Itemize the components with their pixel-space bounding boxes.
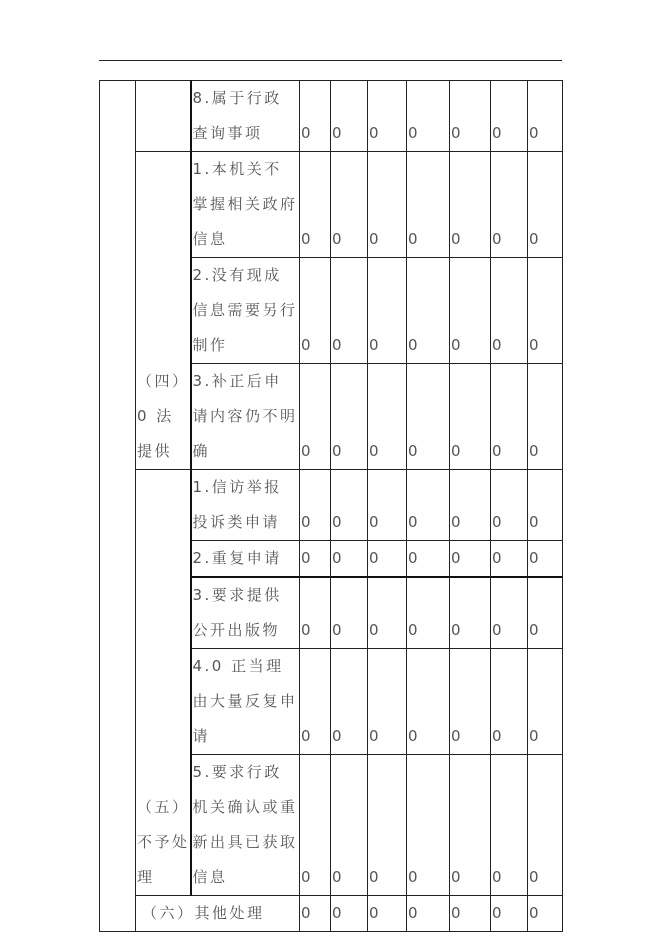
value-cell: 0 bbox=[300, 470, 331, 541]
value-cell: 0 bbox=[300, 541, 331, 578]
value-cell: 0 bbox=[368, 577, 407, 649]
value-cell: 0 bbox=[331, 541, 368, 578]
value-cell: 0 bbox=[528, 81, 563, 152]
value-cell: 0 bbox=[528, 896, 563, 932]
value-cell: 0 bbox=[368, 755, 407, 896]
value-cell: 0 bbox=[368, 649, 407, 755]
value-cell: 0 bbox=[491, 649, 528, 755]
value-cell: 0 bbox=[450, 649, 491, 755]
row-label: 1.本机关不掌握相关政府信息 bbox=[191, 152, 300, 258]
value-cell: 0 bbox=[528, 649, 563, 755]
value-cell: 0 bbox=[300, 755, 331, 896]
value-cell: 0 bbox=[407, 258, 450, 364]
row-label: 3.要求提供公开出版物 bbox=[191, 577, 300, 649]
value-cell: 0 bbox=[407, 81, 450, 152]
value-cell: 0 bbox=[528, 541, 563, 578]
value-cell: 0 bbox=[368, 258, 407, 364]
value-cell: 0 bbox=[450, 470, 491, 541]
value-cell: 0 bbox=[300, 258, 331, 364]
value-cell: 0 bbox=[528, 755, 563, 896]
row-label: 5.要求行政机关确认或重新出具已获取信息 bbox=[191, 755, 300, 896]
value-cell: 0 bbox=[407, 577, 450, 649]
value-cell: 0 bbox=[450, 577, 491, 649]
value-cell: 0 bbox=[300, 896, 331, 932]
value-cell: 0 bbox=[407, 755, 450, 896]
value-cell: 0 bbox=[450, 81, 491, 152]
value-cell: 0 bbox=[300, 152, 331, 258]
table-row bbox=[100, 152, 563, 258]
value-cell: 0 bbox=[491, 577, 528, 649]
value-cell: 0 bbox=[331, 81, 368, 152]
value-cell: 0 bbox=[300, 649, 331, 755]
value-cell: 0 bbox=[528, 364, 563, 470]
value-cell: 0 bbox=[331, 755, 368, 896]
row-label: 8.属于行政查询事项 bbox=[191, 81, 300, 152]
value-cell: 0 bbox=[450, 258, 491, 364]
row-label: 1.信访举报投诉类申请 bbox=[191, 470, 300, 541]
value-cell: 0 bbox=[368, 81, 407, 152]
value-cell: 0 bbox=[331, 258, 368, 364]
group-cell: （五）不予处理 bbox=[136, 470, 191, 896]
table-row bbox=[100, 81, 563, 152]
value-cell: 0 bbox=[300, 577, 331, 649]
value-cell: 0 bbox=[331, 649, 368, 755]
value-cell: 0 bbox=[368, 364, 407, 470]
value-cell: 0 bbox=[368, 896, 407, 932]
row-label: 2.没有现成信息需要另行制作 bbox=[191, 258, 300, 364]
value-cell: 0 bbox=[491, 896, 528, 932]
group-cell: （四）0 法提供 bbox=[136, 152, 191, 470]
value-cell: 0 bbox=[491, 258, 528, 364]
value-cell: 0 bbox=[331, 152, 368, 258]
value-cell: 0 bbox=[407, 470, 450, 541]
value-cell: 0 bbox=[528, 152, 563, 258]
group-cell: （六）其他处理 bbox=[136, 896, 300, 932]
value-cell: 0 bbox=[450, 755, 491, 896]
value-cell: 0 bbox=[528, 258, 563, 364]
blank-cell bbox=[100, 81, 136, 932]
group-cell bbox=[136, 81, 191, 152]
value-cell: 0 bbox=[450, 364, 491, 470]
header-rule bbox=[99, 60, 562, 61]
value-cell: 0 bbox=[407, 541, 450, 578]
row-label: 2.重复申请 bbox=[191, 541, 300, 578]
data-table bbox=[99, 80, 563, 932]
value-cell: 0 bbox=[491, 541, 528, 578]
value-cell: 0 bbox=[331, 470, 368, 541]
row-label: 3.补正后申请内容仍不明确 bbox=[191, 364, 300, 470]
value-cell: 0 bbox=[331, 364, 368, 470]
table-row bbox=[100, 896, 563, 932]
value-cell: 0 bbox=[491, 470, 528, 541]
value-cell: 0 bbox=[368, 541, 407, 578]
value-cell: 0 bbox=[450, 152, 491, 258]
value-cell: 0 bbox=[450, 541, 491, 578]
value-cell: 0 bbox=[407, 896, 450, 932]
value-cell: 0 bbox=[407, 649, 450, 755]
value-cell: 0 bbox=[450, 896, 491, 932]
row-label: 4.0 正当理由大量反复申请 bbox=[191, 649, 300, 755]
value-cell: 0 bbox=[491, 81, 528, 152]
value-cell: 0 bbox=[491, 755, 528, 896]
value-cell: 0 bbox=[407, 364, 450, 470]
value-cell: 0 bbox=[407, 152, 450, 258]
value-cell: 0 bbox=[368, 470, 407, 541]
value-cell: 0 bbox=[331, 896, 368, 932]
value-cell: 0 bbox=[331, 577, 368, 649]
value-cell: 0 bbox=[491, 152, 528, 258]
value-cell: 0 bbox=[300, 364, 331, 470]
value-cell: 0 bbox=[368, 152, 407, 258]
table-row bbox=[100, 470, 563, 541]
value-cell: 0 bbox=[491, 364, 528, 470]
value-cell: 0 bbox=[528, 577, 563, 649]
value-cell: 0 bbox=[528, 470, 563, 541]
value-cell: 0 bbox=[300, 81, 331, 152]
